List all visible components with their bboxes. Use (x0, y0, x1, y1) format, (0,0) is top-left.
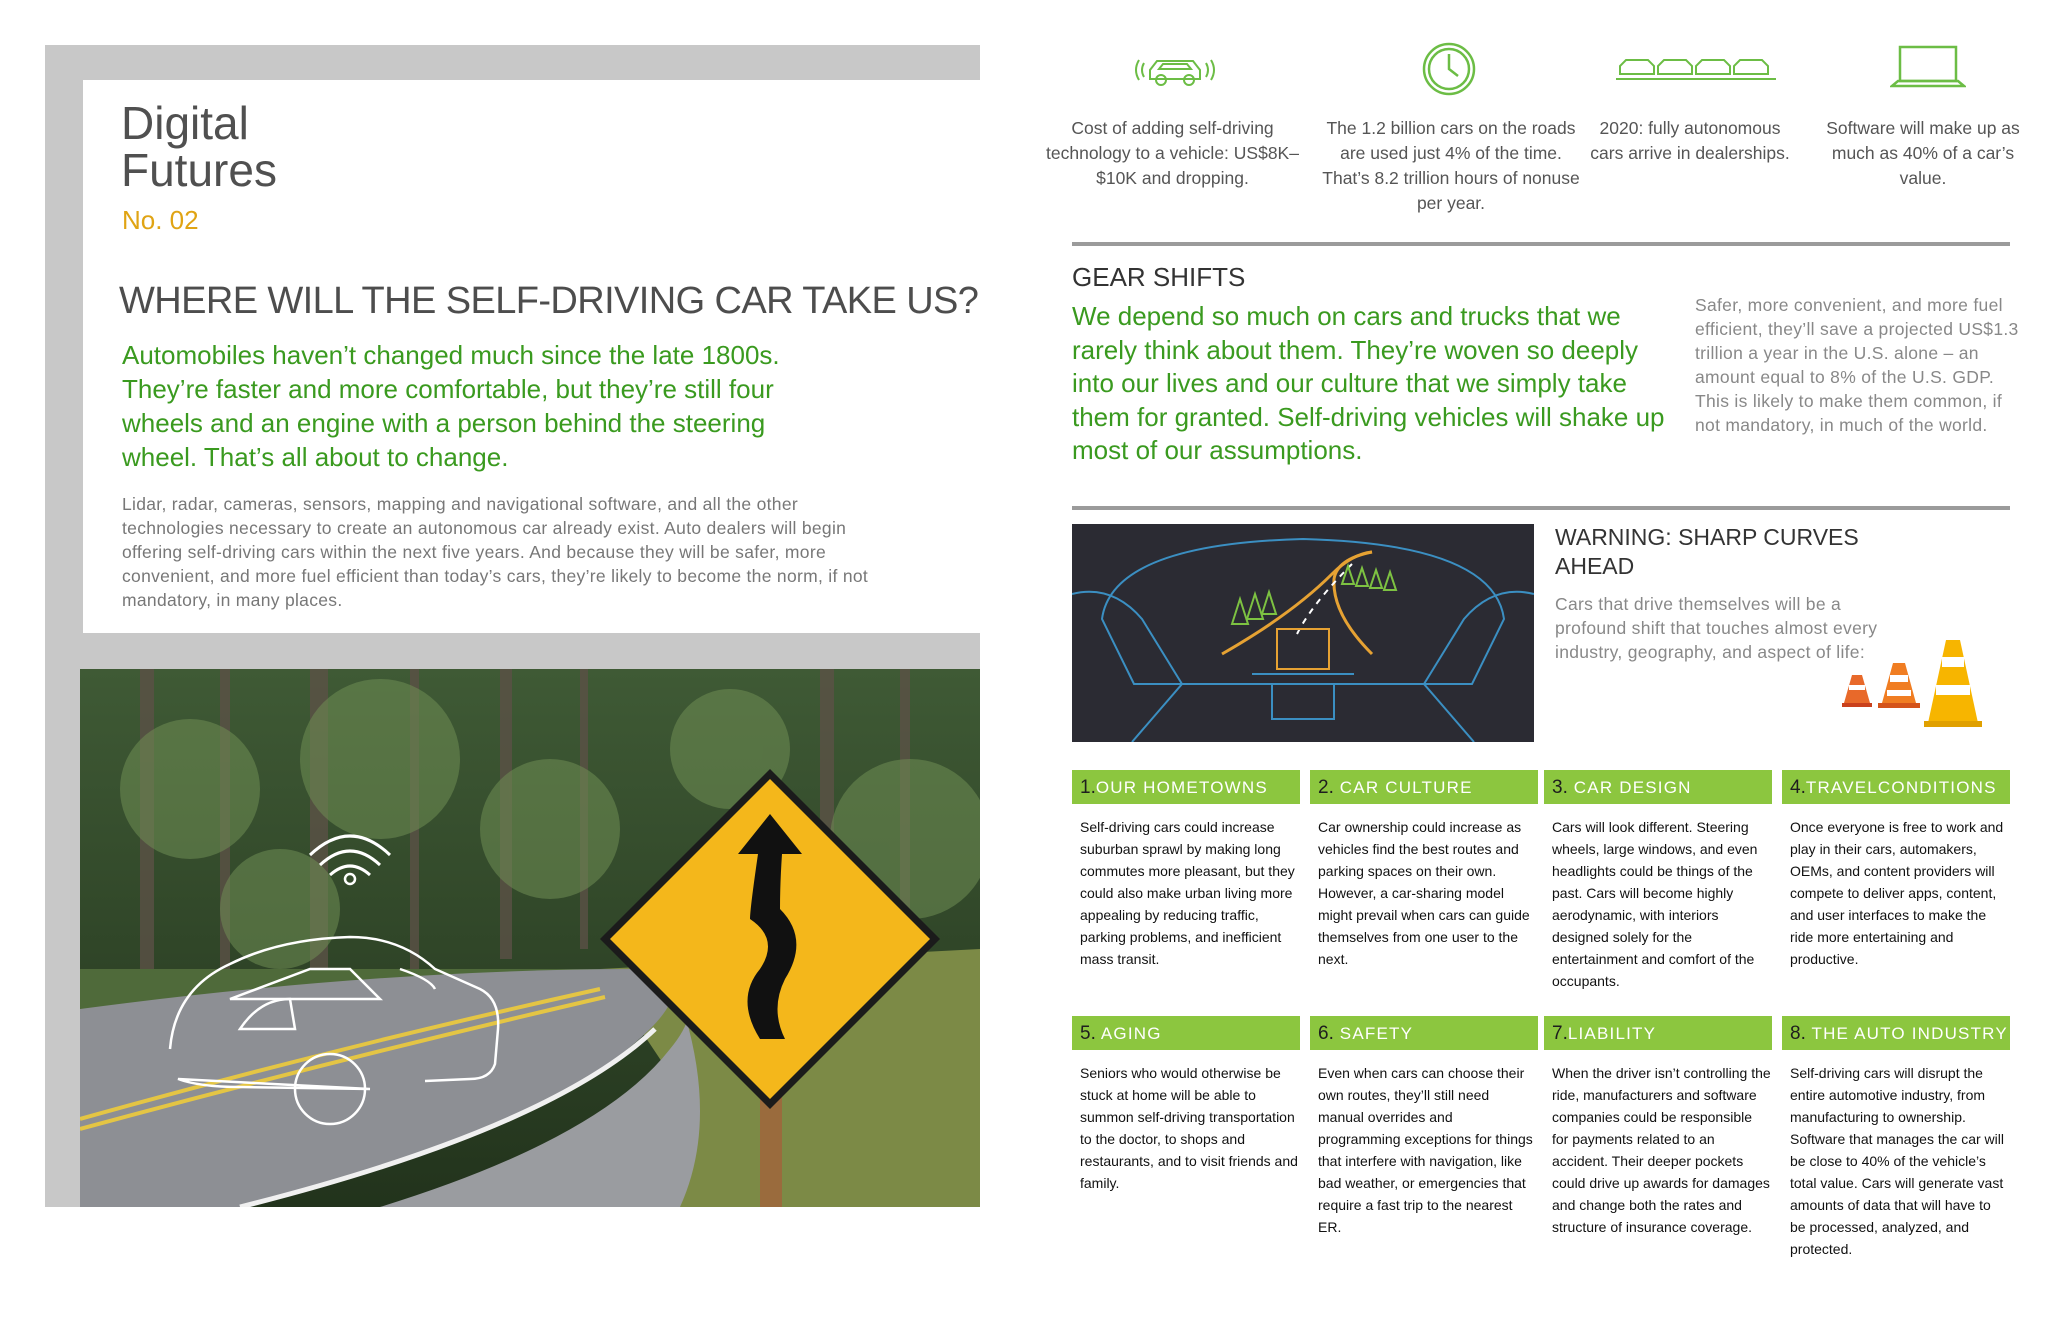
topic-card-header: 8. THE AUTO INDUSTRY (1782, 1016, 2010, 1050)
topic-card-header: 5. AGING (1072, 1016, 1300, 1050)
intro-lead: Automobiles haven’t changed much since the late 1800s. They’re faster and more comfortable, but they’re still four wheels and an engine with a person behind the steering wheel. That’s all about to change. (122, 340, 780, 472)
page-headline: WHERE WILL THE SELF-DRIVING CAR TAKE US? (119, 280, 979, 322)
cone-small (1842, 675, 1872, 707)
topic-card-header: 6. SAFETY (1310, 1016, 1538, 1050)
car-fleet-icon (1616, 52, 1776, 87)
topic-card-header: 3. CAR DESIGN (1544, 770, 1772, 804)
cone-medium (1878, 663, 1920, 708)
topic-card-body: Even when cars can choose their own routes, they’ll still need manual overrides and programming exceptions for things that interfere with navigation, like bad weather, or emergencies that require a fast trip to the nearest ER. (1318, 1065, 1533, 1235)
stat-usage: The 1.2 billion cars on the roads are used just 4% of the time. That’s 8.2 trillion hours of nonuse per year. (1322, 118, 1580, 213)
topic-card-body: Once everyone is free to work and play in their cars, automakers, OEMs, and content providers will compete to deliver apps, content, and user interfaces to make the ride more entertaining and productive. (1790, 819, 2004, 967)
connected-car-icon (1125, 44, 1225, 99)
topic-card-liability (1544, 1016, 1772, 1238)
topic-card-body: Cars will look different. Steering wheels, large windows, and even headlights could be things of the past. Cars will become highly aerodynamic, with interiors designed solely for the entertainment and comfort of the occupants. (1552, 819, 1758, 989)
topic-card-auto-industry (1782, 1016, 2010, 1260)
warning-title: WARNING: SHARP CURVES AHEAD (1555, 524, 1859, 579)
topic-card-car-design (1544, 770, 1772, 992)
car-dashboard-illustration (1072, 524, 1534, 742)
topic-card-car-culture (1310, 770, 1538, 970)
gear-shifts-lead: We depend so much on cars and trucks that we rarely think about them. They’re woven so deeply into our lives and our culture that we simply take them for granted. Self-driving vehicles will shake up most of our assumptions. (1072, 301, 1665, 465)
cone-large (1924, 640, 1982, 727)
topic-card-header: 2. CAR CULTURE (1310, 770, 1538, 804)
issue-number: No. 02 (122, 205, 199, 235)
topic-card-body: Car ownership could increase as vehicles find the best routes and parking spaces on their own. However, a car-sharing model might prevail when cars can guide themselves from one user to the next. (1318, 819, 1530, 967)
intro-body: Lidar, radar, cameras, sensors, mapping and navigational software, and all the other technologies necessary to create an autonomous car already exist. Auto dealers will begin offering self-driving cars within the next five years. And because they will be safer, more convenient, and more fuel efficient than today’s cars, they’re likely to become the norm, if not mandatory, in many places. (122, 494, 869, 610)
topic-card-aging (1072, 1016, 1300, 1194)
section-divider (1072, 506, 2010, 510)
topic-card-body: Self-driving cars will disrupt the entire automotive industry, from manufacturing to ownership. Software that manages the car will be close to 40% of the vehicle’s total value. Cars will generate vast amounts of data that will have to be processed, analyzed, and protected. (1790, 1065, 2004, 1257)
brand-title-line1: Digital (121, 97, 249, 149)
topic-card-travel-conditions (1782, 770, 2010, 970)
traffic-cones-icon (1838, 635, 2008, 735)
stat-cost: Cost of adding self-driving technology to a vehicle: US$8K–$10K and dropping. (1046, 118, 1299, 188)
road-sign-photo (80, 669, 980, 1207)
topic-card-body: Seniors who would otherwise be stuck at home will be able to summon self-driving transportation to the doctor, to shops and restaurants, and to visit friends and family. (1080, 1065, 1298, 1191)
laptop-icon (1890, 44, 1966, 95)
topic-card-hometowns (1072, 770, 1300, 970)
section-divider (1072, 242, 2010, 246)
topic-card-header: 1.OUR HOMETOWNS (1072, 770, 1300, 804)
gear-shifts-side: Safer, more convenient, and more fuel efficient, they’ll save a projected US$1.3 trillion a year in the U.S. alone – an amount equal to 8% of the U.S. GDP. This is likely to make them common, if not mandatory, in much of the world. (1695, 295, 2019, 435)
clock-icon (1420, 40, 1478, 103)
topic-card-safety (1310, 1016, 1538, 1238)
topic-card-body: When the driver isn’t controlling the ride, manufacturers and software companies could be responsible for payments related to an accident. Their deeper pockets could drive up awards for damages and change both the rates and structure of insurance coverage. (1552, 1065, 1771, 1235)
gear-shifts-title: GEAR SHIFTS (1072, 262, 1246, 292)
brand-title (121, 97, 421, 196)
stat-2020: 2020: fully autonomous cars arrive in dealerships. (1590, 118, 1790, 163)
topic-card-header: 7.LIABILITY (1544, 1016, 1772, 1050)
topic-card-header: 4.TRAVELCONDITIONS (1782, 770, 2010, 804)
warning-body: Cars that drive themselves will be a profound shift that touches almost every industry, geography, and aspect of life: (1555, 594, 1878, 662)
brand-title-line2: Futures (121, 144, 277, 196)
stat-software: Software will make up as much as 40% of a car’s value. (1826, 118, 2020, 188)
topic-card-body: Self-driving cars could increase suburban sprawl by making long commutes more pleasant, but they could also make urban living more appealing by reducing traffic, parking problems, and inefficient mass transit. (1080, 819, 1295, 967)
